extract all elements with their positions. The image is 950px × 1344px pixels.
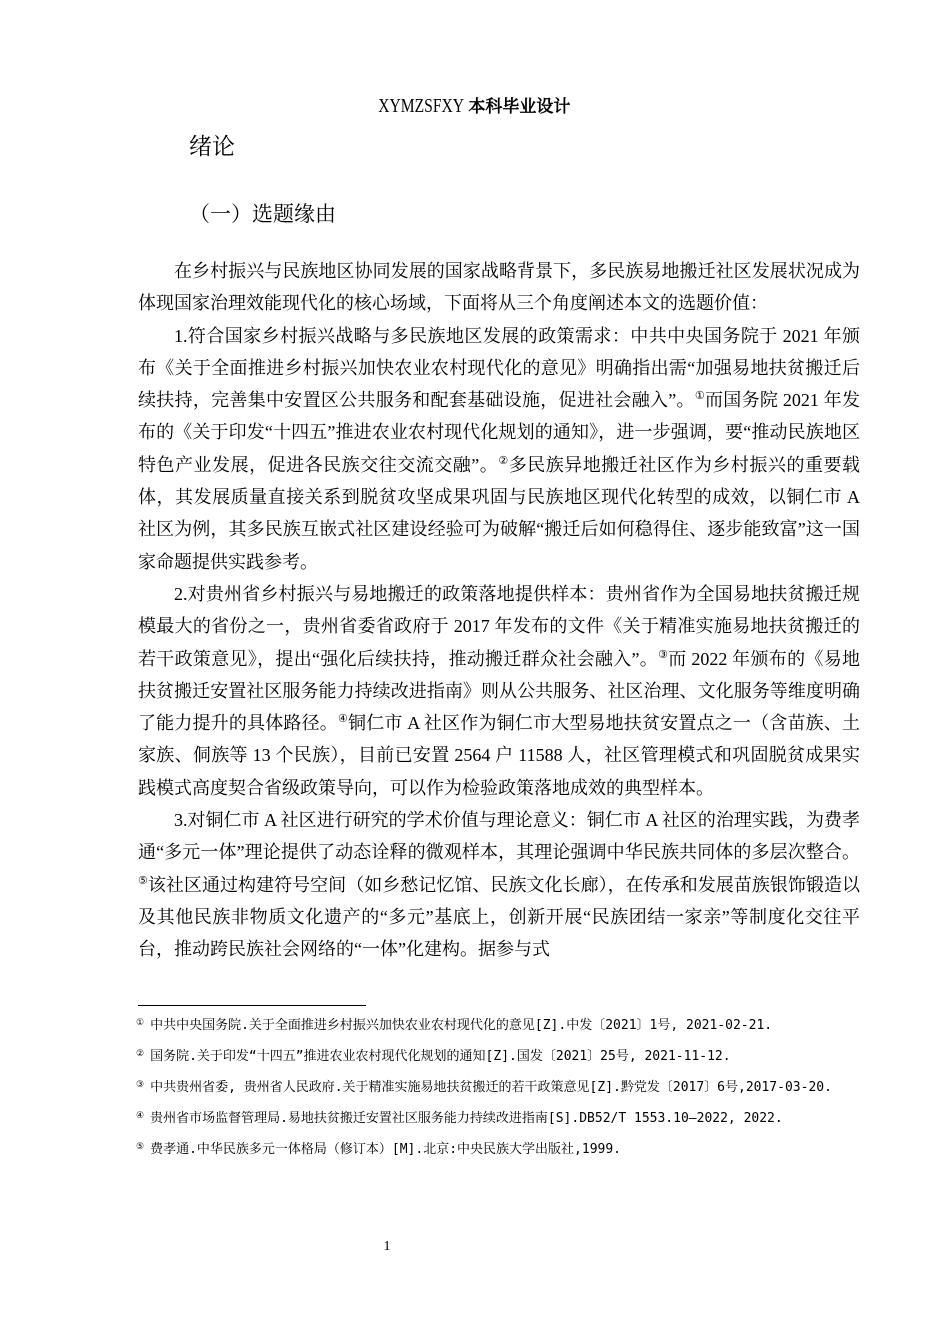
footnote-1 (136, 1013, 861, 1036)
header-doc-type: 本科毕业设计 (468, 97, 571, 117)
footnote-ref-2[interactable]: ② (498, 454, 509, 467)
header-institution-code: XYMZSFXY (377, 95, 464, 117)
footnote-mark: ① (136, 1018, 145, 1028)
footnote-separator (138, 1005, 366, 1006)
footnote-mark: ⑤ (136, 1142, 145, 1152)
paragraph-intro (138, 255, 860, 320)
section-title: （一）选题缘由 (189, 202, 336, 226)
document-header (0, 93, 950, 120)
paragraph-text: 3.对铜仁市 A 社区进行研究的学术价值与理论意义：铜仁市 A 社区的治理实践，为费孝通“多元一体”理论提供了动态诠释的微观样本，其理论强调中华民族共同体的多层次整合。 (138, 810, 860, 863)
footnote-3 (136, 1075, 861, 1098)
footnote-4 (136, 1106, 861, 1129)
footnote-text: 中共中央国务院.关于全面推进乡村振兴加快农业农村现代化的意见[Z].中发〔2021〕1号, 2021-02-21. (150, 1018, 773, 1033)
paragraph-text: 1.符合国家乡村振兴战略与多民族地区发展的政策需求：中共中央国务院于 2021 年颁布《关于全面推进乡村振兴加快农业农村现代化的意见》明确指出需“加强易地扶贫搬迁后续扶持，完善集中安置区公共服务和配套基础设施，促进社会融入”。 (138, 325, 860, 411)
paragraph-point-3 (138, 804, 860, 965)
footnote-ref-3[interactable]: ③ (658, 648, 669, 661)
footnote-text: 贵州省市场监督管理局.易地扶贫搬迁安置社区服务能力持续改进指南[S].DB52/T 1553.10—2022, 2022. (150, 1111, 783, 1126)
footnote-ref-4[interactable]: ④ (337, 713, 349, 726)
page-number: 1 (383, 1239, 391, 1254)
body-text (138, 255, 860, 966)
footnote-text: 费孝通.中华民族多元一体格局（修订本）[M].北京:中央民族大学出版社,1999. (150, 1142, 621, 1157)
footnote-text: 中共贵州省委, 贵州省人民政府.关于精准实施易地扶贫搬迁的若干政策意见[Z].黔党发〔2017〕6号,2017-03-20. (150, 1080, 832, 1095)
paragraph-text: 而 2022 年颁布的《易地扶贫搬迁安置社区服务能力持续改进指南》则从公共服务、社区治理、文化服务等维度明确了能力提升的具体路径。 (138, 648, 860, 734)
footnotes (136, 1013, 861, 1168)
paragraph-text: 而国务院 2021 年发布的《关于印发“十四五”推进农业农村现代化规划的通知》，进一步强调，要“推动民族地区特色产业发展，促进各民族交往交流交融”。 (138, 390, 860, 475)
chapter-title: 绪论 (189, 134, 235, 160)
footnote-ref-1[interactable]: ① (694, 390, 705, 403)
paragraph-text: 在乡村振兴与民族地区协同发展的国家战略背景下，多民族易地搬迁社区发展状况成为体现国家治理效能现代化的核心场域，下面将从三个角度阐述本文的选题价值： (138, 261, 860, 314)
footnote-text: 国务院.关于印发“十四五”推进农业农村现代化规划的通知[Z].国发〔2021〕25号, 2021-11-12. (150, 1049, 731, 1064)
footnote-2 (136, 1044, 861, 1067)
paragraph-point-2 (138, 578, 860, 804)
footnote-mark: ④ (136, 1111, 145, 1121)
paragraph-point-1 (138, 320, 860, 578)
paragraph-text: 2.对贵州省乡村振兴与易地搬迁的政策落地提供样本：贵州省作为全国易地扶贫搬迁规模最大的省份之一，贵州省委省政府于 2017 年发布的文件《关于精准实施易地扶贫搬迁的若干政策意见》，提出“强化后续扶持，推动搬迁群众社会融入”。 (138, 583, 860, 669)
footnote-5 (136, 1137, 861, 1160)
footnote-mark: ② (136, 1049, 145, 1059)
paragraph-text: 该社区通过构建符号空间（如乡愁记忆馆、民族文化长廊），在传承和发展苗族银饰锻造以及其他民族非物质文化遗产的“多元”基底上，创新开展“民族团结一家亲”等制度化交往平台，推动跨民族社会网络的“一体”化建构。据参与式 (138, 874, 860, 960)
footnote-mark: ③ (136, 1080, 145, 1090)
footnote-ref-5[interactable]: ⑤ (138, 874, 148, 887)
paragraph-text: 铜仁市 A 社区作为铜仁市大型易地扶贫安置点之一（含苗族、土家族、侗族等 13 个民族），目前已安置 2564 户 11588 人，社区管理模式和巩固脱贫成果实践模式高度契合省级政策导向，可以作为检验政策落地成效的典型样本。 (138, 713, 860, 798)
paragraph-text: 多民族异地搬迁社区作为乡村振兴的重要载体，其发展质量直接关系到脱贫攻坚成果巩固与民族地区现代化转型的成效，以铜仁市 A 社区为例，其多民族互嵌式社区建设经验可为破解“搬迁后如何稳得住、逐步能致富”这一国家命题提供实践参考。 (138, 454, 860, 572)
